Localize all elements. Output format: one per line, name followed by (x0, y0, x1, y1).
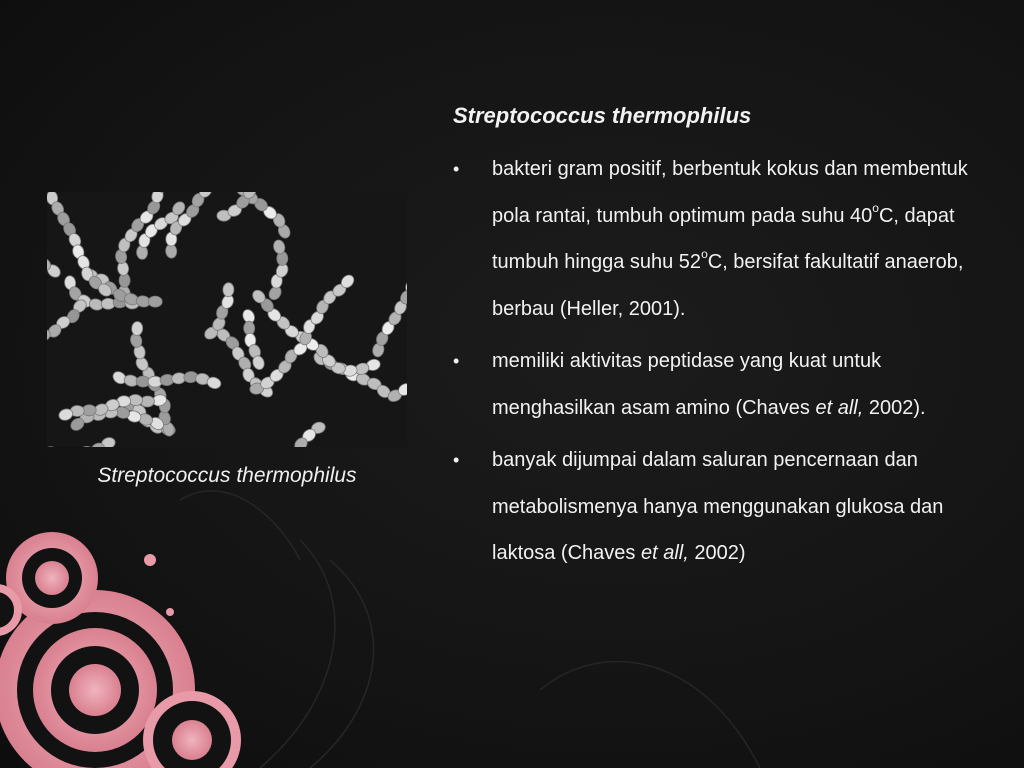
content-panel (453, 100, 1008, 583)
bullet-item: • memiliki aktivitas peptidase yang kuat untuk menghasilkan asam amino (Chaves et all, 2002). (453, 338, 1008, 431)
bullet-icon: • (453, 159, 460, 179)
slide-heading: Streptococcus thermophilus (453, 103, 752, 128)
image-caption: Streptococcus thermophilus (97, 464, 357, 487)
bullet-icon: • (453, 450, 460, 470)
bullet-item: • bakteri gram positif, berbentuk kokus dan membentuk pola rantai, tumbuh optimum pada suhu 40$^o$C, dapat tumbuh hingga suhu 52$^o$C, bersifat fakultatif anaerob, berbau (Heller, 2001). (453, 146, 1008, 332)
bacteria-micrograph (47, 192, 407, 447)
bullet-item: • banyak dijumpai dalam saluran pencernaan dan metabolismenya hanya menggunakan glukosa dan laktosa (Chaves et all, 2002) (453, 437, 1008, 577)
bullet-icon: • (453, 351, 460, 371)
bullet-list (453, 146, 1008, 577)
